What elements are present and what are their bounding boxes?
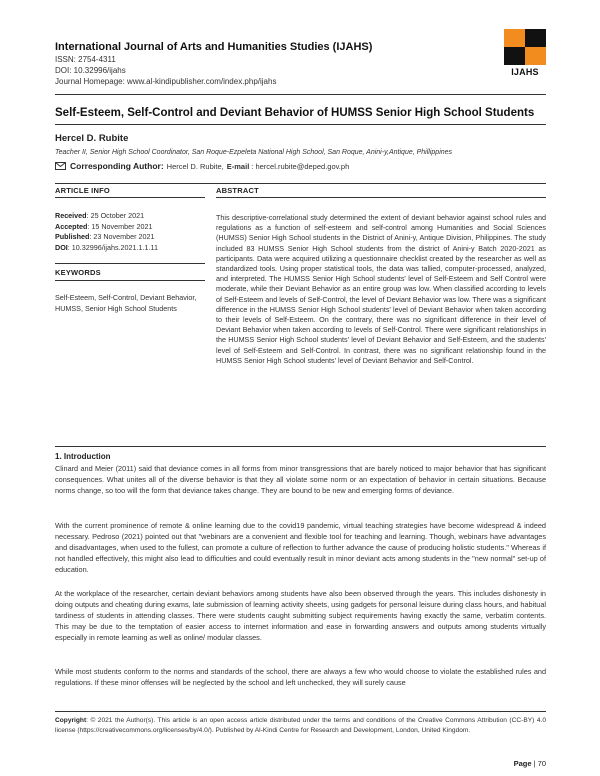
journal-logo: [504, 29, 546, 81]
abstract-bottom-rule: [55, 446, 546, 447]
logo-cell-orange: [504, 29, 525, 47]
received-row: Received: 25 October 2021: [55, 211, 145, 220]
corresponding-author: [55, 161, 349, 171]
info-head-rule: [55, 197, 205, 198]
paragraph-1: Clinard and Meier (2011) said that deviance comes in all forms from minor transgressions that are barely noticed to major behavior that has significant consequences. What unites all of the diverse behavior is that they all violate some norm or an expectation of behavior in certain situations. Because norms change, so too will the form that deviance takes change. They are bound to be new and emerging forms of deviance.: [55, 464, 546, 495]
doi-row: DOI: 10.32996/ijahs.2021.1.1.11: [55, 242, 158, 252]
title-rule: [55, 124, 546, 125]
paragraph-2: With the current prominence of remote & online learning due to the covid19 pandemic, virtual teaching strategies have become widespread & indeed necessary. Pedroso (2021) pointed out that "webinars are a convenient and flexible tool for teaching and learning. Though, webinars have advantages and disadvantages, when used to the fullest, can promote a culture of reflection to further advance the cause of producing holistic students." Whereas if not handled effectively, this might also lead to difficulties and could eventually result in minor deviant acts among students in the "new normal" set-up of education.: [55, 521, 546, 574]
keywords-list: Self-Esteem, Self-Control, Deviant Behavior, HUMSS, Senior High School Students: [55, 293, 197, 313]
abstract-head-rule: [216, 197, 546, 198]
corresponding-name: Hercel D. Rubite,: [166, 161, 224, 171]
journal-issn: ISSN: 2754-4311: [55, 55, 116, 64]
footer-rule: [55, 711, 546, 712]
keywords-bottom-rule: [55, 280, 205, 281]
copyright-label: Copyright: [55, 717, 87, 724]
journal-doi: DOI: 10.32996/ijahs: [55, 66, 126, 75]
abstract-heading: ABSTRACT: [216, 186, 259, 195]
copyright-text: : © 2021 the Author(s). This article is an open access article distributed under the terms and conditions of the Creative Commons Attribution (CC-BY) 4.0 license (https://creativecommons.org/licenses/by/4.0/). Published by Al-Kindi Centre for Research and Development, London, United Kingdom.: [55, 717, 546, 734]
logo-cell-black: [504, 47, 525, 65]
header-rule: [55, 94, 546, 95]
author-affiliation: Teacher II, Senior High School Coordinator, San Roque-Ezpeleta National High School, San Roque, Anini-y,Antique, Phillippines: [55, 149, 453, 156]
journal-header: [55, 40, 495, 87]
paragraph-3: At the workplace of the researcher, certain deviant behaviors among students have also been observed through the years. This includes dishonesty in doing outputs and cheating during exams, late submission of learning activity sheets, using gadgets for personal leisure during class hours, and habitual tardiness of students in attending classes. There were students caught submitting subject requirements having exactly the same, verbatim contents. This may be due to the temptation of easier access to internet information and ease in forwarding answers and outputs among students virtually especially in remote learning as well as online/ modular classes.: [55, 589, 546, 642]
copyright-notice: [55, 716, 546, 736]
logo-cell-orange: [525, 47, 546, 65]
logo-grid-icon: [504, 29, 546, 65]
accepted-row: Accepted: 15 November 2021: [55, 221, 153, 231]
keywords-heading: KEYWORDS: [55, 268, 101, 277]
page-number: Page | 70: [513, 759, 546, 768]
section-title: 1. Introduction: [55, 452, 111, 461]
abstract-text: This descriptive-correlational study determined the extent of deviant behavior against school rules and regulations as a function of self-esteem and self-control among Humanities and Social Sciences (HUMSS) Senior High School students in the District of Anini-y, Antique Division, Philippines. The study included 83 HUMSS Senior High School students from the district of Anini-y Batch 2020-2021 as participants. Data were acquired utilizing a questionnaire checklist created by the researcher as well as standardized tools. Using proper statistical tools, the data was tallied, computer-processed, analyzed, and interpreted. The HUMSS Senior High School students' level of Self-Esteem and Self Control were moderate, while their Deviant Behavior as an entire group was low. When classified according to levels of Self-Esteem and levels of Self-Control, the level of Deviant Behavior was low. There was a significant difference in the HUMSS Senior High School students' level of Deviant Behavior when taken according to their levels of Self-Esteem. On the contrary, there was no significant difference in their level of Deviant Behavior when taken according to levels of Self-Control. There were significant relationships in the HUMSS Senior High School students' level of Deviant Behavior and Self-Esteem, and the students' level of Self-Esteem and Self-Control. In contrast, there was no significant relationship found in the HUMSS Senior High School students' level of Deviant Behavior and Self-Control.: [216, 213, 546, 365]
journal-homepage: Journal Homepage: www.al-kindipublisher.com/index.php/ijahs: [55, 77, 277, 86]
info-top-rule: [55, 183, 546, 184]
corresponding-label: Corresponding Author:: [70, 161, 164, 171]
email-label: E-mail: [226, 161, 250, 171]
published-row: Published: 23 November 2021: [55, 232, 155, 241]
logo-cell-black: [525, 29, 546, 47]
article-dates: [55, 211, 205, 253]
logo-text: IJAHS: [511, 67, 539, 77]
paragraph-4: While most students conform to the norms and standards of the school, there are always a few who would choose to violate the established rules and regulations. If these minor offenses will be neglected by the school and left unchecked, they will surely cause: [55, 667, 546, 687]
article-info-heading: ARTICLE INFO: [55, 186, 110, 195]
email-address[interactable]: : hercel.rubite@deped.gov.ph: [251, 161, 350, 171]
paper-title: Self-Esteem, Self-Control and Deviant Behavior of HUMSS Senior High School Students: [55, 107, 535, 119]
keywords-top-rule: [55, 263, 205, 264]
envelope-icon: [55, 162, 66, 170]
author-name: Hercel D. Rubite: [55, 133, 129, 144]
journal-title: International Journal of Arts and Humanities Studies (IJAHS): [55, 41, 373, 53]
